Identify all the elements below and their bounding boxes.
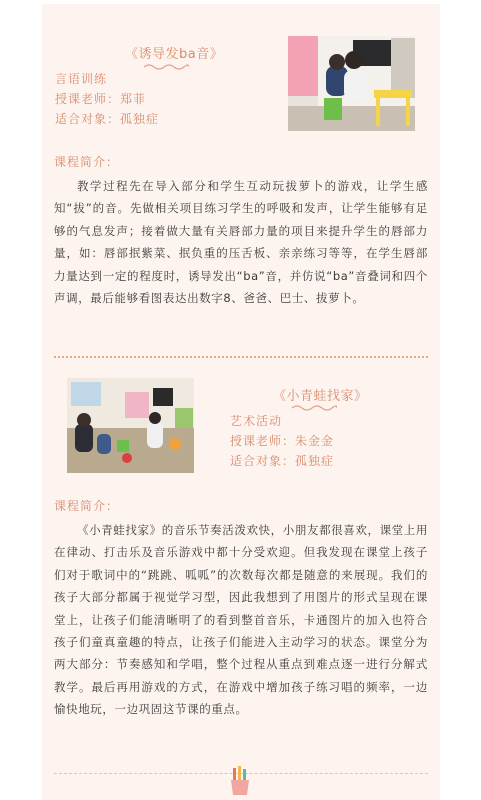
section-divider [54, 356, 428, 358]
section1-category: 言语训练 [55, 72, 108, 86]
title-wave-decoration [291, 404, 337, 412]
section2-audience: 适合对象：孤独症 [230, 454, 335, 468]
title-wave-decoration [143, 63, 189, 71]
section1-intro-text: 教学过程先在导入部分和学生互动玩拔萝卜的游戏，让学生感知“拔”的音。先做相关项目练习学生的呼吸和发声，让学生能够有足够的气息发声；接着做大量有关唇部力量的项目来提升学生的唇部力量，如：唇部抿紫菜、抿负重的压舌板、亲亲练习等等，在学生唇部力量达到一定的程度时，诱导发出“ba”音，并仿说“ba”音叠词和四个声调，最后能够看图表达出数字8、爸爸、巴士、拔萝卜。 [54, 179, 428, 306]
section1-audience: 适合对象：孤独症 [55, 112, 160, 126]
section2-classroom-photo [67, 378, 194, 473]
section2-intro-text: 《小青蛙找家》的音乐节奏活泼欢快，小朋友都很喜欢，课堂上用在律动、打击乐及音乐游戏中都十分受欢迎。但我发现在课堂上孩子们对于歌词中的“跳跳、呱呱”的次数每次都是随意的来展现。我们的孩子大部分都属于视觉学习型，因此我想到了用图片的形式呈现在课堂上，让孩子们能清晰明了的看到整首音乐，卡通图片的加入也符合孩子们童真童趣的特点，让孩子们能进入主动学习的状态。课堂分为两大部分：节奏感知和学唱，整个过程从重点到难点逐一进行分解式教学。最后再用游戏的方式，在游戏中增加孩子练习唱的频率，一边愉快地玩，一边巩固这节课的重点。 [54, 523, 428, 717]
section1-title: 《诱导发ba音》 [125, 47, 224, 62]
section2-category: 艺术活动 [230, 414, 283, 428]
section2-intro-label: 课程简介： [54, 499, 120, 513]
section1-intro-label: 课程简介： [54, 155, 120, 169]
section2-title: 《小青蛙找家》 [273, 389, 368, 404]
pencil-cup-icon [229, 766, 251, 796]
section2-teacher: 授课老师：朱金金 [230, 434, 335, 448]
section1-teacher: 授课老师：郑菲 [55, 92, 147, 106]
section1-classroom-photo [288, 36, 415, 131]
